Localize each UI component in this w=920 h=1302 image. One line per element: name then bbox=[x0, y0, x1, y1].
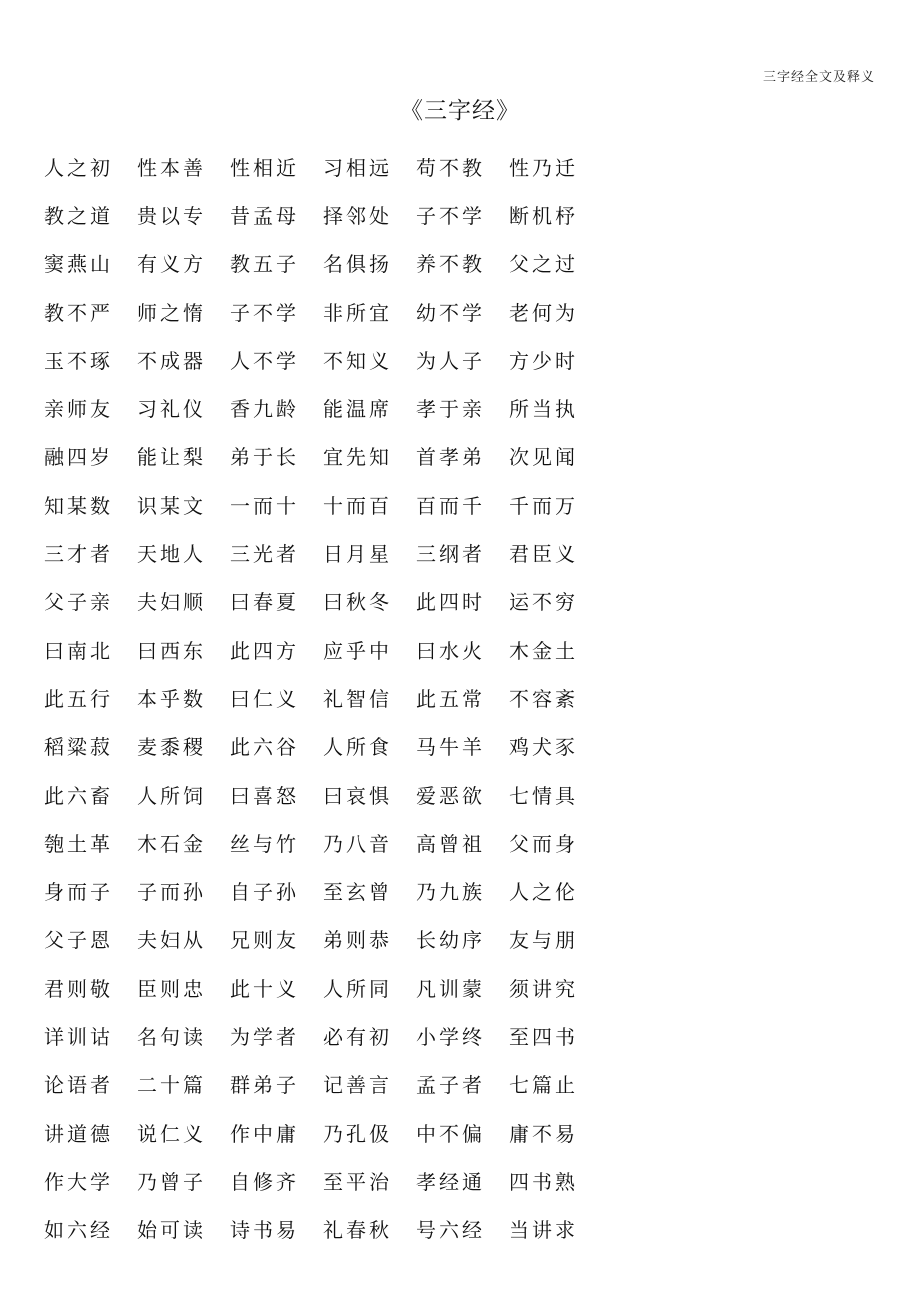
verse-phrase: 中不偏 bbox=[416, 1121, 485, 1146]
verse-phrase: 性相近 bbox=[230, 155, 299, 180]
verse-phrase: 讲道德 bbox=[44, 1121, 113, 1146]
verse-row bbox=[44, 915, 602, 963]
verse-phrase: 子不学 bbox=[416, 203, 485, 228]
verse-row bbox=[44, 383, 602, 431]
verse-phrase: 至玄曾 bbox=[323, 880, 392, 905]
verse-row bbox=[44, 625, 602, 673]
verse-phrase: 孟子者 bbox=[416, 1073, 485, 1098]
verse-phrase: 十而百 bbox=[323, 493, 392, 518]
verse-phrase: 知某数 bbox=[44, 493, 113, 518]
verse-phrase: 非所宜 bbox=[323, 300, 392, 325]
verse-phrase: 一而十 bbox=[230, 493, 299, 518]
verse-phrase: 子不学 bbox=[230, 300, 299, 325]
verse-phrase: 孝于亲 bbox=[416, 397, 485, 422]
verse-phrase: 人不学 bbox=[230, 348, 299, 373]
verse-phrase: 鸡犬豕 bbox=[509, 735, 578, 760]
verse-phrase: 记善言 bbox=[323, 1073, 392, 1098]
verse-phrase: 人所饲 bbox=[137, 783, 206, 808]
verse-phrase: 须讲究 bbox=[509, 976, 578, 1001]
verse-phrase: 父子亲 bbox=[44, 590, 113, 615]
verse-phrase: 二十篇 bbox=[137, 1073, 206, 1098]
verse-phrase: 苟不教 bbox=[416, 155, 485, 180]
verse-phrase: 三光者 bbox=[230, 542, 299, 567]
verse-phrase: 百而千 bbox=[416, 493, 485, 518]
verse-phrase: 择邻处 bbox=[323, 203, 392, 228]
verse-phrase: 始可读 bbox=[137, 1218, 206, 1243]
verse-phrase: 子而孙 bbox=[137, 880, 206, 905]
verse-phrase: 窦燕山 bbox=[44, 252, 113, 277]
verse-phrase: 匏土革 bbox=[44, 831, 113, 856]
verse-phrase: 人所同 bbox=[323, 976, 392, 1001]
verse-phrase: 三纲者 bbox=[416, 542, 485, 567]
verse-phrase: 群弟子 bbox=[230, 1073, 299, 1098]
verse-phrase: 当讲求 bbox=[509, 1218, 578, 1243]
verse-phrase: 三才者 bbox=[44, 542, 113, 567]
verse-phrase: 养不教 bbox=[416, 252, 485, 277]
verse-phrase: 七情具 bbox=[509, 783, 578, 808]
verse-phrase: 父而身 bbox=[509, 831, 578, 856]
verse-row bbox=[44, 818, 602, 866]
verse-phrase: 作大学 bbox=[44, 1169, 113, 1194]
verse-phrase: 诗书易 bbox=[230, 1218, 299, 1243]
verse-row bbox=[44, 866, 602, 914]
verse-phrase: 庸不易 bbox=[509, 1121, 578, 1146]
verse-phrase: 曰哀惧 bbox=[323, 783, 392, 808]
verse-phrase: 君臣义 bbox=[509, 542, 578, 567]
verse-phrase: 习礼仪 bbox=[137, 397, 206, 422]
verse-row bbox=[44, 142, 602, 190]
verse-phrase: 弟于长 bbox=[230, 445, 299, 470]
verse-phrase: 此五常 bbox=[416, 686, 485, 711]
verse-phrase: 礼春秋 bbox=[323, 1218, 392, 1243]
verse-phrase: 四书熟 bbox=[509, 1169, 578, 1194]
verse-row bbox=[44, 239, 602, 287]
verse-phrase: 至四书 bbox=[509, 1024, 578, 1049]
verse-phrase: 必有初 bbox=[323, 1024, 392, 1049]
verse-row bbox=[44, 432, 602, 480]
verse-phrase: 玉不琢 bbox=[44, 348, 113, 373]
verse-phrase: 曰南北 bbox=[44, 638, 113, 663]
verse-phrase: 小学终 bbox=[416, 1024, 485, 1049]
verse-phrase: 幼不学 bbox=[416, 300, 485, 325]
verse-phrase: 香九龄 bbox=[230, 397, 299, 422]
verse-phrase: 曰水火 bbox=[416, 638, 485, 663]
verse-phrase: 断机杼 bbox=[509, 203, 578, 228]
verse-phrase: 友与朋 bbox=[509, 928, 578, 953]
verse-phrase: 此六谷 bbox=[230, 735, 299, 760]
verse-phrase: 稻粱菽 bbox=[44, 735, 113, 760]
verse-phrase: 爱恶欲 bbox=[416, 783, 485, 808]
verse-phrase: 乃八音 bbox=[323, 831, 392, 856]
verse-phrase: 马牛羊 bbox=[416, 735, 485, 760]
verse-phrase: 作中庸 bbox=[230, 1121, 299, 1146]
verse-phrase: 千而万 bbox=[509, 493, 578, 518]
verse-phrase: 麦黍稷 bbox=[137, 735, 206, 760]
verse-phrase: 有义方 bbox=[137, 252, 206, 277]
verse-phrase: 习相远 bbox=[323, 155, 392, 180]
verse-phrase: 父之过 bbox=[509, 252, 578, 277]
verse-phrase: 人之初 bbox=[44, 155, 113, 180]
verse-phrase: 此四时 bbox=[416, 590, 485, 615]
verse-row bbox=[44, 1156, 602, 1204]
verse-phrase: 首孝弟 bbox=[416, 445, 485, 470]
verse-phrase: 孝经通 bbox=[416, 1169, 485, 1194]
verse-row bbox=[44, 1011, 602, 1059]
verse-row bbox=[44, 287, 602, 335]
page-header: 三字经全文及释义 bbox=[762, 70, 875, 85]
verse-phrase: 论语者 bbox=[44, 1073, 113, 1098]
verse-phrase: 师之惰 bbox=[137, 300, 206, 325]
verse-phrase: 应乎中 bbox=[323, 638, 392, 663]
verse-phrase: 此四方 bbox=[230, 638, 299, 663]
verse-phrase: 木金土 bbox=[509, 638, 578, 663]
verse-phrase: 识某文 bbox=[137, 493, 206, 518]
verse-phrase: 老何为 bbox=[509, 300, 578, 325]
verse-phrase: 本乎数 bbox=[137, 686, 206, 711]
verse-phrase: 亲师友 bbox=[44, 397, 113, 422]
verse-row bbox=[44, 722, 602, 770]
verse-row bbox=[44, 190, 602, 238]
verse-row bbox=[44, 963, 602, 1011]
verse-phrase: 不容紊 bbox=[509, 686, 578, 711]
document-title: 《三字经》 bbox=[400, 98, 520, 124]
verse-phrase: 能让梨 bbox=[137, 445, 206, 470]
verse-phrase: 宜先知 bbox=[323, 445, 392, 470]
verse-phrase: 曰秋冬 bbox=[323, 590, 392, 615]
verse-phrase: 身而子 bbox=[44, 880, 113, 905]
verse-row bbox=[44, 1205, 602, 1253]
verse-phrase: 丝与竹 bbox=[230, 831, 299, 856]
verse-phrase: 父子恩 bbox=[44, 928, 113, 953]
verse-phrase: 夫妇从 bbox=[137, 928, 206, 953]
verse-phrase: 此五行 bbox=[44, 686, 113, 711]
verse-row bbox=[44, 1108, 602, 1156]
verse-phrase: 至平治 bbox=[323, 1169, 392, 1194]
verse-phrase: 名句读 bbox=[137, 1024, 206, 1049]
verse-phrase: 不成器 bbox=[137, 348, 206, 373]
verse-phrase: 君则敬 bbox=[44, 976, 113, 1001]
verse-phrase: 高曾祖 bbox=[416, 831, 485, 856]
verse-phrase: 为人子 bbox=[416, 348, 485, 373]
verse-phrase: 教之道 bbox=[44, 203, 113, 228]
verse-phrase: 人之伦 bbox=[509, 880, 578, 905]
verse-phrase: 礼智信 bbox=[323, 686, 392, 711]
verse-phrase: 昔孟母 bbox=[230, 203, 299, 228]
verse-phrase: 名俱扬 bbox=[323, 252, 392, 277]
verse-phrase: 教不严 bbox=[44, 300, 113, 325]
verse-phrase: 曰春夏 bbox=[230, 590, 299, 615]
verse-phrase: 贵以专 bbox=[137, 203, 206, 228]
verse-phrase: 为学者 bbox=[230, 1024, 299, 1049]
verse-phrase: 天地人 bbox=[137, 542, 206, 567]
verse-phrase: 说仁义 bbox=[137, 1121, 206, 1146]
verse-phrase: 人所食 bbox=[323, 735, 392, 760]
verse-phrase: 兄则友 bbox=[230, 928, 299, 953]
verse-row bbox=[44, 528, 602, 576]
verse-phrase: 方少时 bbox=[509, 348, 578, 373]
verse-row bbox=[44, 673, 602, 721]
verse-row bbox=[44, 577, 602, 625]
verse-phrase: 凡训蒙 bbox=[416, 976, 485, 1001]
verse-phrase: 次见闻 bbox=[509, 445, 578, 470]
verse-phrase: 夫妇顺 bbox=[137, 590, 206, 615]
verse-phrase: 能温席 bbox=[323, 397, 392, 422]
verse-row bbox=[44, 335, 602, 383]
verse-phrase: 木石金 bbox=[137, 831, 206, 856]
verse-phrase: 曰喜怒 bbox=[230, 783, 299, 808]
verse-phrase: 此十义 bbox=[230, 976, 299, 1001]
verse-row bbox=[44, 1060, 602, 1108]
verse-phrase: 日月星 bbox=[323, 542, 392, 567]
verse-phrase: 乃曾子 bbox=[137, 1169, 206, 1194]
text-body bbox=[44, 142, 602, 1253]
verse-phrase: 如六经 bbox=[44, 1218, 113, 1243]
verse-phrase: 性乃迁 bbox=[509, 155, 578, 180]
verse-phrase: 七篇止 bbox=[509, 1073, 578, 1098]
verse-phrase: 乃孔伋 bbox=[323, 1121, 392, 1146]
verse-phrase: 曰西东 bbox=[137, 638, 206, 663]
verse-row bbox=[44, 480, 602, 528]
verse-phrase: 详训诂 bbox=[44, 1024, 113, 1049]
verse-phrase: 运不穷 bbox=[509, 590, 578, 615]
verse-phrase: 融四岁 bbox=[44, 445, 113, 470]
verse-phrase: 臣则忠 bbox=[137, 976, 206, 1001]
verse-phrase: 自修齐 bbox=[230, 1169, 299, 1194]
verse-phrase: 不知义 bbox=[323, 348, 392, 373]
verse-phrase: 教五子 bbox=[230, 252, 299, 277]
verse-phrase: 自子孙 bbox=[230, 880, 299, 905]
verse-row bbox=[44, 770, 602, 818]
verse-phrase: 长幼序 bbox=[416, 928, 485, 953]
verse-phrase: 号六经 bbox=[416, 1218, 485, 1243]
verse-phrase: 乃九族 bbox=[416, 880, 485, 905]
verse-phrase: 此六畜 bbox=[44, 783, 113, 808]
verse-phrase: 弟则恭 bbox=[323, 928, 392, 953]
verse-phrase: 所当执 bbox=[509, 397, 578, 422]
verse-phrase: 曰仁义 bbox=[230, 686, 299, 711]
verse-phrase: 性本善 bbox=[137, 155, 206, 180]
